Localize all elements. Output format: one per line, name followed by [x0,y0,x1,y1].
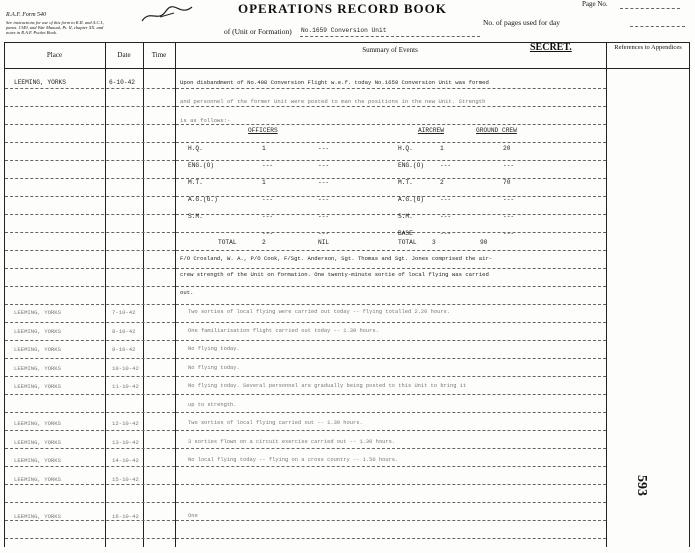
entry-text: up to strength. [188,401,237,408]
ruled-line [176,142,606,143]
entry-text: Two sorties of local flying carried out -- 1.30 hours. [188,420,363,426]
entry-place: LEEMING, YORKS [14,383,61,390]
summary-line-4: F/O Crosland, W. A., P/O Cook, F/Sgt. Anderson, Sgt. Thomas and Sgt. Jones comprised the air- [180,255,493,262]
ruled-line [176,538,606,539]
strength-cell-d: M.T. [398,179,413,186]
ruled-line-left [5,520,175,521]
unit-label: of (Unit or Formation) [224,27,292,36]
ruled-line-left [5,142,175,143]
ruled-line-left [5,466,175,467]
total-nil: NIL [318,239,330,246]
ruled-line [176,268,606,269]
strength-cell-b: --- [262,230,274,237]
form-label: R.A.F. Form 540 [6,12,47,18]
strength-cell-c: --- [318,196,330,203]
strength-header-ground-crew: GROUND CREW [476,127,517,134]
strength-cell-a: ENG.(O) [188,162,214,169]
date-first: 6-10-42 [109,79,135,86]
signature-scribble-icon [140,3,195,25]
strength-cell-c: --- [318,230,330,237]
ruled-line-left [5,358,175,359]
ruled-line-left [5,268,175,269]
strength-header-aircrew: AIRCREW [418,127,444,134]
ruled-line-left [5,160,175,161]
strength-cell-d: A.G.(G) [398,196,424,203]
margin-note: 593 [634,475,649,496]
strength-cell-e: 1 [440,145,444,152]
ruled-line [176,286,606,287]
ruled-line-left [5,538,175,539]
strength-cell-e: 2 [440,179,444,186]
strength-cell-a: H.Q. [188,145,203,152]
entry-text: No flying today. [188,346,240,352]
strength-cell-c: --- [318,145,330,152]
pages-used-label: No. of pages used for day [483,18,561,27]
ruled-line [176,88,606,89]
entry-date: 9-10-42 [112,346,136,353]
entry-place: LEEMING, YORKS [14,309,61,316]
ruled-line [176,322,606,323]
ruled-line [176,106,606,107]
entry-text: No flying today. [188,364,240,371]
entry-text: No local flying today -- flying on a cross country -- 1.50 hours. [188,457,399,463]
strength-cell-f: --- [503,213,515,220]
entry-place: LEEMING, YORKS [14,420,61,427]
total-officers: 2 [262,239,266,246]
strength-cell-f: --- [503,162,515,169]
ruled-line [176,232,606,233]
ruled-line-left [5,178,175,179]
strength-cell-a: A.G.(G.) [188,196,218,203]
ruled-line [176,412,606,413]
entry-date: 11-10-42 [112,383,139,390]
ruled-line [176,394,606,395]
entry-place: LEEMING, YORKS [14,364,61,372]
page-no-label: Page No. [582,0,608,8]
summary-line-5: crew strength of the Unit on formation. One twenty-minute sortie of local flying was carried [180,271,489,278]
strength-cell-d: S.M. [398,213,413,220]
entry-place: LEEMING, YORKS [14,327,61,335]
summary-line-6: out. [180,289,194,296]
strength-cell-f: 70 [503,179,511,186]
column-header-summary: Summary of Events [362,46,418,54]
strength-cell-c: --- [318,162,330,169]
entry-place: LEEMING, YORKS [14,512,61,520]
ruled-line [176,484,606,485]
ruled-line-left [5,448,175,449]
total-label-2: TOTAL [398,239,417,246]
place-first: LEEMING, YORKS [14,79,66,86]
ruled-line-left [5,196,175,197]
ruled-line [176,250,606,251]
strength-cell-f: --- [503,230,515,237]
entry-date: 10-10-42 [112,364,139,372]
strength-cell-b: --- [262,162,274,169]
ruled-line [176,304,606,305]
column-header-time: Time [151,51,167,59]
ruled-line-left [5,214,175,215]
ruled-line-left [5,376,175,377]
ruled-line [176,520,606,521]
ruled-line [176,178,606,179]
strength-cell-c: --- [318,213,330,220]
ruled-line-left [5,430,175,431]
entry-date: 13-10-42 [112,438,139,446]
ruled-line-left [5,412,175,413]
entry-date: 16-10-42 [112,512,139,520]
ruled-line-left [5,394,175,395]
ruled-line-left [5,106,175,107]
entry-place: LEEMING, YORKS [14,346,61,353]
ruled-line [176,376,606,377]
strength-cell-e: --- [440,213,452,220]
ruled-line-left [5,502,175,503]
ruled-line [176,160,606,161]
strength-cell-a: S.M. [188,213,203,220]
entry-text: Two sorties of local flying were carried out today -- flying totalled 2.20 hours. [188,309,451,315]
strength-header-officers: OFFICERS [248,127,278,134]
entry-date: 12-10-42 [112,420,139,427]
entry-place: LEEMING, YORKS [14,457,61,464]
secret-stamp: SECRET. [530,42,572,53]
entry-date: 15-10-42 [112,475,139,483]
strength-cell-a: M.T. [188,179,203,186]
ruled-line-left [5,124,175,125]
column-header-references: References to Appendices [614,44,682,51]
ruled-line-left [5,88,175,89]
ruled-line [176,358,606,359]
strength-cell-b: 1 [262,145,266,152]
form-instructions-1: See instructions for use of this form in K.R. and A.C.I., [6,20,105,25]
strength-cell-e: --- [440,162,452,169]
strength-cell-f: 20 [503,145,511,152]
total-aircrew: 3 [432,239,436,246]
entry-text: No flying today. Several personnel are gradually being posted to this Unit to bring it [188,383,467,389]
ruled-line [176,340,606,341]
entry-date: 14-10-42 [112,457,139,464]
ruled-line-left [5,340,175,341]
strength-cell-c: --- [318,179,330,186]
strength-cell-e: --- [440,230,452,237]
page-title: OPERATIONS RECORD BOOK [238,1,447,16]
ruled-line-left [5,322,175,323]
strength-cell-b: --- [262,196,274,203]
strength-cell-d: ENG.(O) [398,162,424,169]
entry-text: 3 sorties flown on a circuit exercise carried out -- 1.30 hours. [188,438,396,445]
ruled-line-left [5,304,175,305]
summary-line-2: and personnel of the former Unit were posted to man the positions in the new Unit. Strength [180,98,486,105]
ruled-line [176,430,606,431]
ruled-line-left [5,286,175,287]
form-instructions-3: notes in R.A.F. Pocket Book. [6,30,58,35]
entry-date: 7-10-42 [112,309,136,316]
entry-text: One familiarisation flight carried out today -- 1.30 hours. [188,327,379,334]
ruled-line [176,466,606,467]
form-instructions-2: paras. 1349, and War Manual, Pt. II, chapter XX. and [6,25,104,30]
ruled-line-left [5,232,175,233]
column-header-place: Place [46,51,63,59]
strength-cell-e: --- [440,196,452,203]
summary-line-3: is as follows:- [180,117,231,124]
entry-place: LEEMING, YORKS [14,475,61,483]
strength-cell-d: BASE [398,230,413,237]
strength-cell-f: --- [503,196,515,203]
strength-cell-b: --- [262,213,274,220]
total-label: TOTAL [218,239,237,246]
unit-value: No.1659 Conversion Unit [301,27,387,34]
strength-cell-b: 1 [262,179,266,186]
ruled-line [176,196,606,197]
total-ground-crew: 90 [480,239,488,246]
ruled-line-left [5,250,175,251]
entry-place: LEEMING, YORKS [14,438,61,446]
ruled-line [176,124,606,125]
entry-date: 8-10-42 [112,327,136,335]
strength-cell-d: H.Q. [398,145,413,152]
ruled-line [176,448,606,449]
column-header-date: Date [117,51,131,59]
ruled-line [176,502,606,503]
entry-text: One [188,512,198,519]
ruled-line-left [5,484,175,485]
ruled-line [176,214,606,215]
summary-line-1: Upon disbandment of No.408 Conversion Flight w.e.f. today No.1659 Conversion Unit was formed [180,79,489,86]
